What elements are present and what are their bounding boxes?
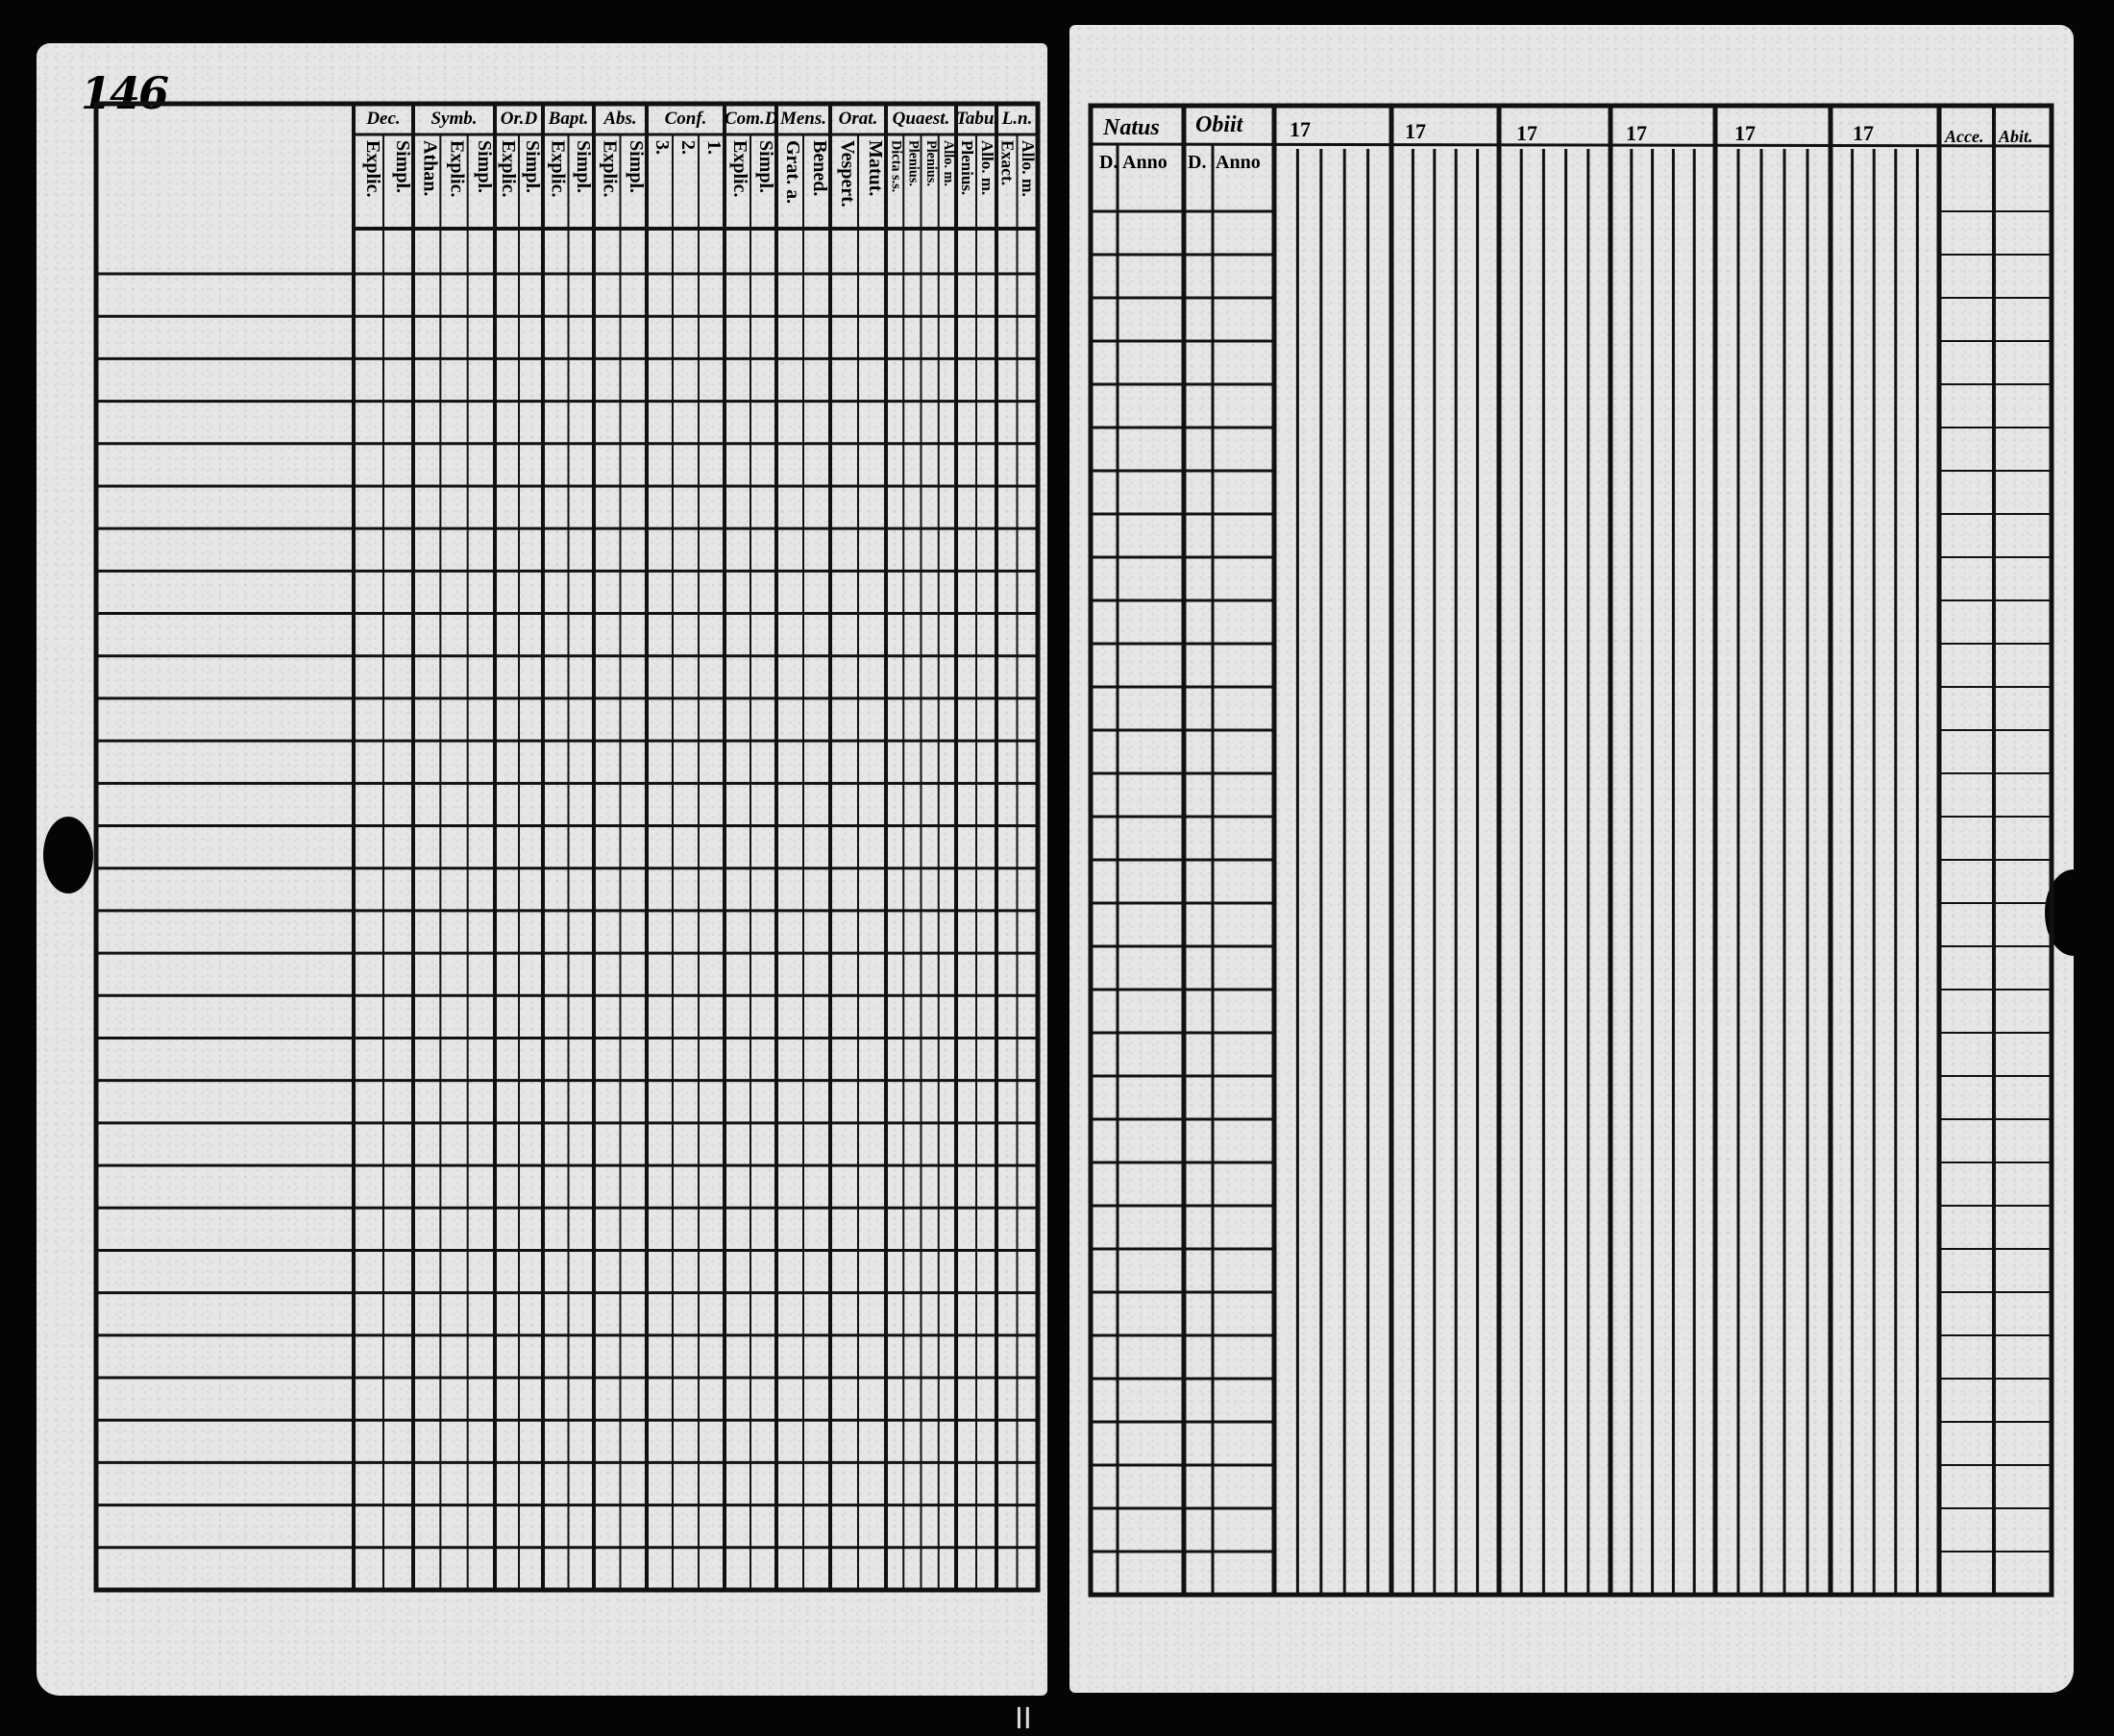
column-sub-label: Allo. m. — [941, 140, 956, 186]
column-header: L.n. — [1001, 109, 1033, 129]
year-label-1: 17 — [1290, 117, 1311, 141]
column-sub-label: Vespert. — [837, 140, 858, 208]
column-sub-label: Plenius. — [905, 140, 922, 186]
column-sub-label: Simpl. — [392, 140, 413, 194]
column-sub-label: 3. — [651, 140, 673, 155]
obiit-year-label: Anno — [1216, 152, 1261, 173]
year-label-3: 17 — [1516, 121, 1537, 145]
column-sub-label: Explic. — [498, 140, 519, 198]
column-sub-label: Grat. a. — [782, 140, 803, 205]
column-header: Bapt. — [548, 109, 589, 129]
column-sub-label: Allo. m. — [978, 140, 996, 196]
column-sub-label: Bened. — [809, 140, 830, 197]
column-sub-label: 1. — [703, 140, 725, 155]
column-sub-label: Simpl. — [755, 140, 776, 194]
right-table-border — [1091, 106, 2052, 1595]
column-sub-label: Simpl. — [522, 140, 543, 194]
right-head-rule — [1091, 144, 2052, 146]
year-label-5: 17 — [1734, 121, 1756, 145]
accessit-header: Acce. — [1945, 127, 1984, 146]
column-sub-label: Plenius. — [958, 140, 976, 196]
column-header: Tabu. — [956, 109, 999, 129]
column-sub-label: Plenius. — [922, 140, 939, 186]
year-label-6: 17 — [1853, 121, 1874, 145]
column-header: Or.D — [500, 109, 538, 129]
column-sub-label: Exact. — [997, 140, 1018, 186]
column-sub-label: Simpl. — [626, 140, 647, 194]
column-sub-label: Explic. — [362, 140, 383, 198]
column-sub-label: Matut. — [865, 140, 886, 197]
year-label-4: 17 — [1626, 121, 1647, 145]
column-header: Orat. — [838, 109, 878, 129]
column-sub-label: 2. — [677, 140, 699, 155]
natus-day-label: D. — [1099, 152, 1118, 173]
column-header: Quaest. — [892, 109, 950, 129]
column-header: Conf. — [664, 109, 707, 129]
column-header: Abs. — [603, 109, 637, 129]
column-sub-label: Athan. — [419, 140, 441, 197]
column-sub-label: Dicta s.s. — [888, 140, 904, 193]
column-sub-label: Simpl. — [473, 140, 495, 194]
column-sub-label: Explic. — [547, 140, 569, 198]
column-header: Mens. — [779, 109, 827, 129]
column-header: Symb. — [430, 109, 478, 129]
column-sub-label: Allo. m. — [1019, 140, 1038, 197]
gutter-mark: II — [1015, 1702, 1032, 1736]
column-sub-label: Explic. — [729, 140, 750, 198]
column-header: Com.D — [725, 109, 778, 129]
column-sub-label: Explic. — [599, 140, 621, 198]
column-header: Dec. — [366, 109, 401, 129]
year-label-2: 17 — [1405, 119, 1426, 143]
natus-year-label: Anno — [1122, 152, 1168, 173]
abiit-header: Abit. — [1999, 127, 2033, 146]
column-sub-label: Explic. — [446, 140, 468, 198]
page-number: 146 — [81, 67, 168, 119]
obiit-header: Obiit — [1195, 112, 1243, 137]
column-sub-label: Simpl. — [573, 140, 594, 194]
natus-header: Natus — [1103, 115, 1160, 140]
obiit-day-label: D. — [1188, 152, 1207, 173]
